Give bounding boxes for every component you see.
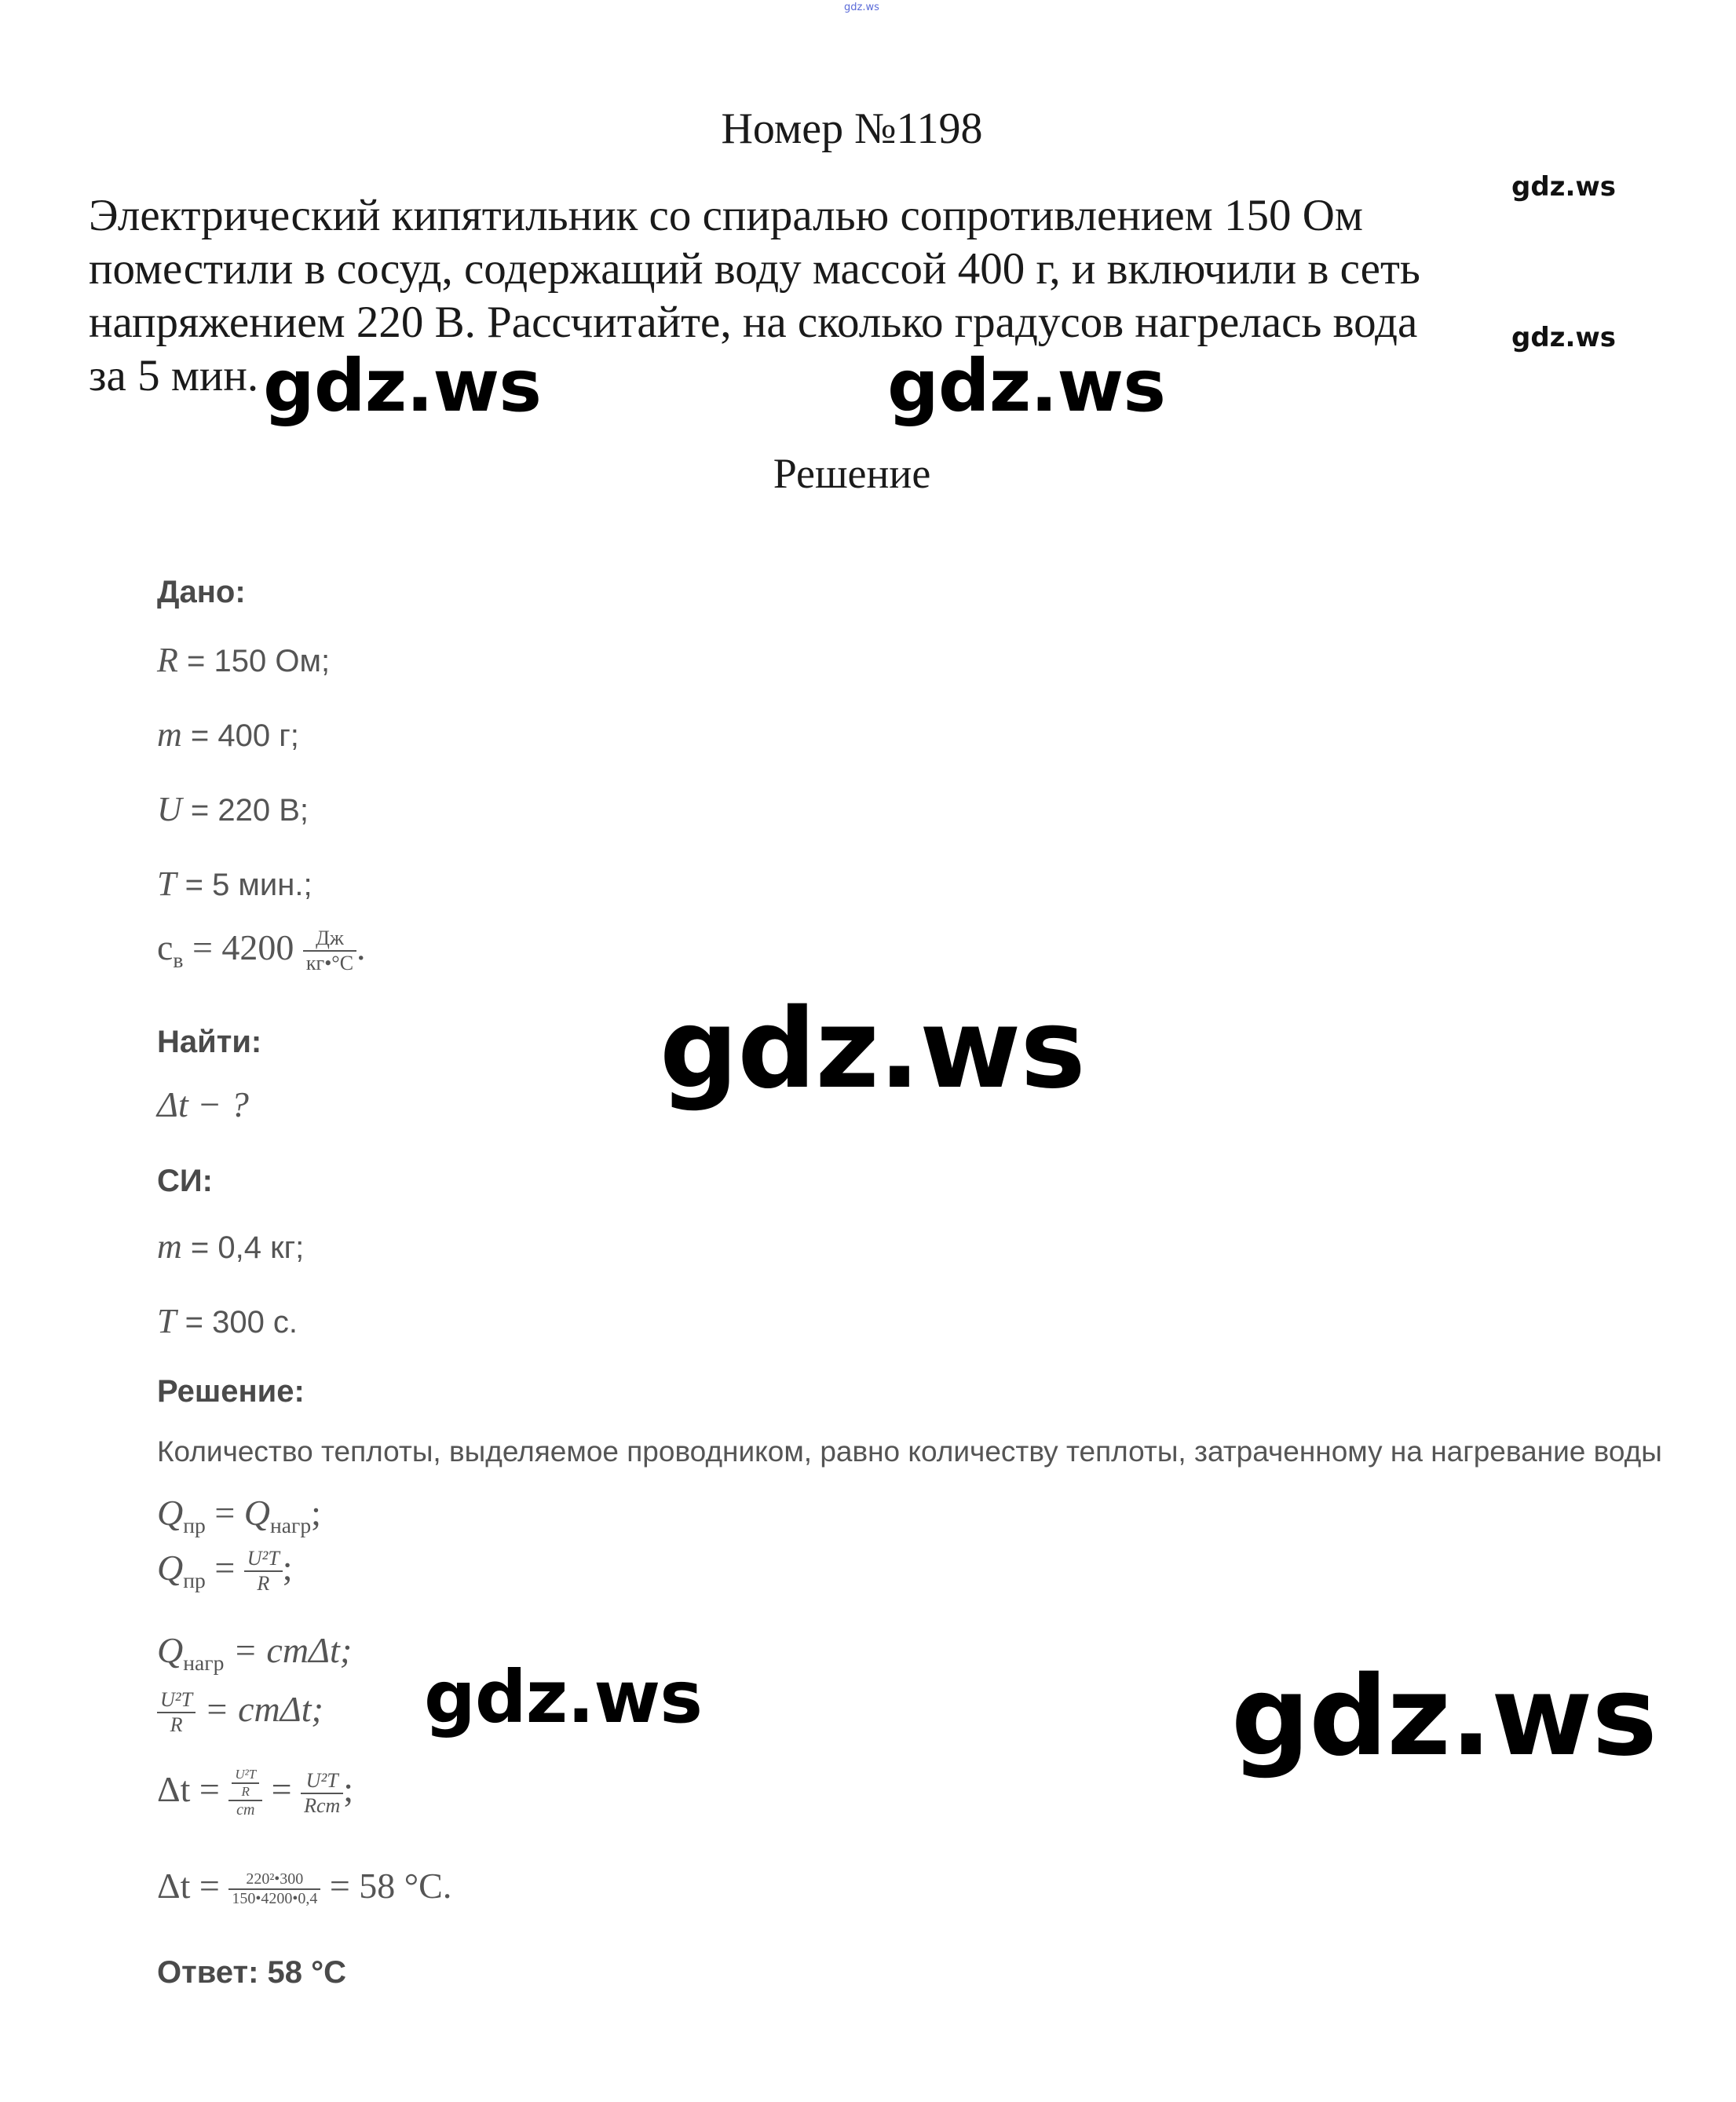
watermark-small: gdz.ws <box>1511 171 1617 203</box>
equation-2: $Q_{пр}$ = $\frac{\text{U²T}}{R}$ ; <box>157 1547 293 1596</box>
given-item: T = 5 мин.; <box>157 865 312 903</box>
solution-label: Решение: <box>157 1374 305 1409</box>
equation-6: Δt = $\frac{\text{220²•300}}{150•4200•0,4}$ = 58 °С. <box>157 1866 452 1908</box>
watermark: gdz.ws <box>263 344 541 428</box>
answer: Ответ: 58 °С <box>157 1955 346 1990</box>
specific-heat-line: $c_в = 4200$ $\frac{Дж}{кг•^\circ С}$ . <box>157 927 366 975</box>
si-item: m = 0,4 кг; <box>157 1227 305 1266</box>
given-item: m = 400 г; <box>157 715 299 754</box>
given-label: Дано: <box>157 575 246 609</box>
solution-text: Количество теплоты, выделяемое проводником, равно количеству теплоты, затраченному на нагревание воды <box>157 1435 1662 1468</box>
given-item: U = 220 В; <box>157 790 309 828</box>
find-expr: Δt − ? <box>157 1084 249 1124</box>
si-item: T = 300 с. <box>157 1302 298 1340</box>
problem-line: за 5 мин. <box>89 351 259 400</box>
problem-line: напряжением 220 В. Рассчитайте, на сколько градусов нагрелась вода <box>89 298 1418 347</box>
equation-1: $Q_{пр} = Q_{нагр}$; <box>157 1493 321 1538</box>
find-label: Найти: <box>157 1025 262 1059</box>
watermark: gdz.ws <box>887 344 1165 428</box>
watermark: gdz.ws <box>1231 1653 1657 1781</box>
watermark-small: gdz.ws <box>1511 322 1617 353</box>
equation-5: Δt = $\frac{\frac{\text{U²T}}{R}}{cm}$ = $\frac{\text{U²T}}{\text{Rcm}}$ ; <box>157 1767 354 1819</box>
watermark: gdz.ws <box>660 985 1085 1113</box>
equation-3: $Q_{нагр} = cm\Delta t$; <box>157 1630 353 1676</box>
problem-line: Электрический кипятильник со спиралью сопротивлением 150 Ом <box>89 191 1363 240</box>
given-item: R = 150 Ом; <box>157 641 331 679</box>
equation-4: $\frac{\text{U²T}}{R}$ = cmΔt; <box>157 1688 323 1737</box>
top-watermark: gdz.ws <box>844 2 879 13</box>
solution-heading: Решение <box>773 450 931 497</box>
si-label: СИ: <box>157 1164 213 1198</box>
page-title: Номер №1198 <box>721 104 983 153</box>
watermark: gdz.ws <box>424 1655 702 1739</box>
problem-line: поместили в сосуд, содержащий воду массой 400 г, и включили в сеть <box>89 244 1420 294</box>
